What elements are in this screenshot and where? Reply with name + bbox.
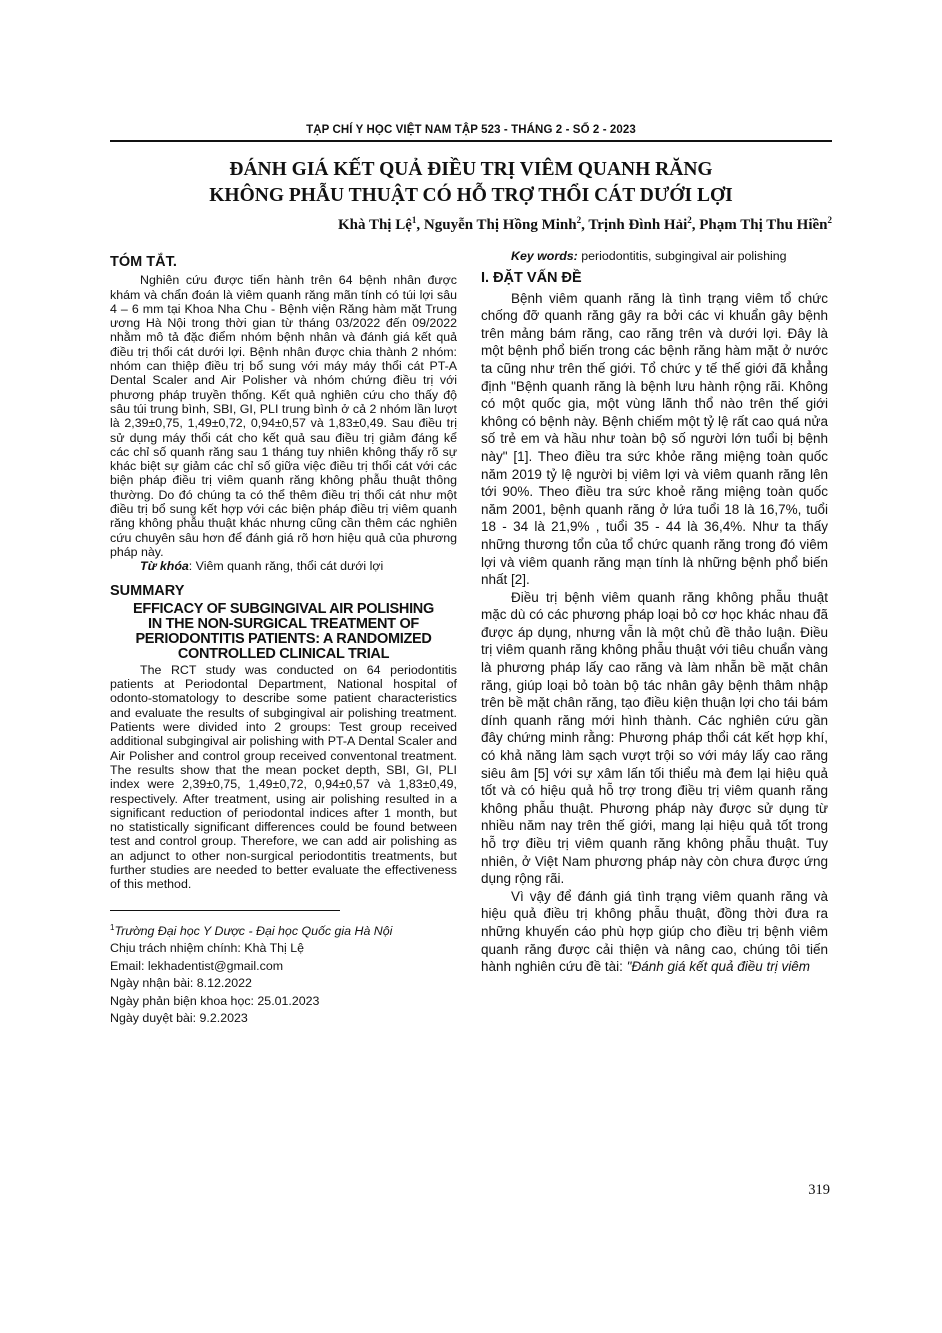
summary-heading: SUMMARY xyxy=(110,582,185,599)
header-rule xyxy=(110,140,832,142)
summary-title-line: IN THE NON-SURGICAL TREATMENT OF xyxy=(148,615,419,632)
keywords-text: : Viêm quanh răng, thổi cát dưới lợi xyxy=(188,559,384,574)
author-separator: , xyxy=(416,217,424,233)
author-affiliation: 2 xyxy=(687,215,692,225)
intro-paragraph-1: Bệnh viêm quanh răng là tình trạng viêm tổ chức chống đỡ quanh răng gây ra bởi các vi khuẩn gây bệnh trên mảng bám răng, cao răng trên và dưới lợi. Đây là một bệnh phổ biến trong các bệnh răng hàm mặt ở nước ta cũng như trên thế giới. Tổ chức y tế thế giới đã khẳng định "Bệnh quanh răng là bệnh lưu hành rộng rãi. Không có một quốc gia, một vùng lãnh thổ nào trên thế giới không có bệnh này. Bệnh chiếm một tỷ lệ rất cao quá nửa số trẻ em và hầu như toàn bộ số người lớn tuổi bị bệnh này" [1]. Theo điều tra sức khỏe răng miệng toàn quốc năm 2019 tỷ lệ người bị viêm lợi và viêm quanh răng lên tới 90%. Theo điều tra sức khoẻ răng miệng toàn quốc năm 2001, bệnh quanh răng ở lứa tuổi 18 là 16,7%, tuổi 18 - 34 là 21,9% , tuổi 35 - 44 là 36,4%. Như ta thấy những thương tổn của tổ chức quanh răng trong đó viêm lợi và viêm quanh răng mạn tính là những bệnh phổ biến nhất [2]. xyxy=(481,290,828,588)
intro-paragraph-3 xyxy=(481,888,828,976)
footnote-received: Ngày nhận bài: 8.12.2022 xyxy=(110,976,252,991)
left-column xyxy=(110,249,457,1028)
keywords-en-label: Key words: xyxy=(511,249,578,263)
keywords-en xyxy=(481,249,828,263)
author-affiliation: 2 xyxy=(576,215,582,225)
summary-title xyxy=(110,602,457,662)
footnote-email: Email: lekhadentist@gmail.com xyxy=(110,958,284,973)
article-title xyxy=(110,157,832,209)
footnote-sup: 1 xyxy=(110,922,115,932)
author-separator: , xyxy=(691,217,700,233)
right-column xyxy=(481,249,828,976)
footnote-responsible: Chịu trách nhiệm chính: Khà Thị Lệ xyxy=(110,941,305,956)
summary-body: The RCT study was conducted on 64 periodontitis patients at Periodontal Department, National hospital of odonto-stomatology to describe some patient characteristics and evaluate the results of subgingival air polishing treatment. Patients were divided into 2 groups: Test group received additional subgingival air polishing with PT-A Dental Scaler and Air Polisher and control group received conventonal treatment. The results show that the mean pocket depth, SBI, GI, PLI index were 2,39±0,75, 1,49±0,72, 0,94±0,57 và 1,83±0,49, respectively. After treatment, using air polishing resulted in a significant reduction of periodontal indices after 1 month, but no statistically significant differences could be found between test and control group. Therefore, we can add air polishing as an adjunct to other non-surgical periodontitis treatments, but further studies are needed to better evaluate the effectiveness of this method. xyxy=(110,662,457,892)
keywords-vi xyxy=(110,559,457,573)
author-list xyxy=(110,215,832,234)
abstract-heading: TÓM TẮT. xyxy=(110,254,177,270)
summary-title-line: CONTROLLED CLINICAL TRIAL xyxy=(177,645,390,662)
keywords-label: Từ khóa xyxy=(140,559,189,574)
journal-header: TẠP CHÍ Y HỌC VIỆT NAM TẬP 523 - THÁNG 2 - SỐ 2 - 2023 xyxy=(306,124,636,136)
intro-paragraph-3-italic: "Đánh giá kết quả điều trị viêm xyxy=(626,959,811,975)
author-separator: , xyxy=(581,217,589,233)
author-affiliation: 2 xyxy=(827,215,832,225)
summary-title-line: PERIODONTITIS PATIENTS: A RANDOMIZED xyxy=(135,630,432,647)
summary-title-line: EFFICACY OF SUBGINGIVAL AIR POLISHING xyxy=(133,600,434,617)
affiliation-text: Trường Đại học Y Dược - Đại học Quốc gia Hà Nội xyxy=(114,923,393,938)
abstract-body: Nghiên cứu được tiến hành trên 64 bệnh nhân được khám và chẩn đoán là viêm quanh răng mãn tính có túi lợi sâu 4 – 6 mm tại Khoa Nha Chu - Bệnh viện Răng hàm mặt Trung ương Hà Nội trong thời gian từ tháng 03/2022 đến 09/2022 nhằm mô tả đặc điểm nhóm bệnh nhân và đánh giá kết quả điều trị thổi cát dưới lợi. Bệnh nhân được chia thành 2 nhóm: nhóm can thiệp điều trị bổ sung với máy máy thổi cát PT-A Dental Scaler and Air Polisher và nhóm chứng điều trị với phương pháp truyền thống. Kết quả nghiên cứu cho thấy độ sâu túi trung bình, SBI, GI, PLI trung bình ở cả 2 nhóm lần lượt là 2,39±0,75, 1,49±0,72, 0,94±0,57 và 1,83±0,49. Sau điều trị sử dụng máy thổi cát cho kết quả sau điều trị giảm đáng kể các chỉ số quanh răng sau 1 tháng tuy nhiên không thấy rõ sự khác biệt sự giảm các chỉ số giữa việc điều trị thổi cát với các biện pháp điều trị viêm quanh răng không phẫu thuật thông thường. Do đó chúng ta có thể thêm điều trị thổi cát như một điều trị bổ sung kết hợp với các biện pháp điều trị viêm quanh răng không phẫu thuật khác nhưng cũng cần thêm các nghiên cứu chuyên sâu hơn để đánh giá rõ hơn hiệu quả của phương pháp này. xyxy=(110,273,457,559)
author-affiliation: 1 xyxy=(411,215,417,225)
keywords-en-text: periodontitis, subgingival air polishing xyxy=(581,249,787,263)
title-line-2: KHÔNG PHẪU THUẬT CÓ HỖ TRỢ THỔI CÁT DƯỚI LỢI xyxy=(209,185,733,206)
footnote-reviewed: Ngày phản biện khoa học: 25.01.2023 xyxy=(110,993,320,1008)
footnotes xyxy=(110,919,457,1028)
author-name: Khà Thị Lệ xyxy=(337,217,412,233)
author-name: Nguyễn Thị Hồng Minh xyxy=(423,217,577,233)
intro-heading: I. ĐẶT VẤN ĐỀ xyxy=(481,270,582,287)
footnote-accepted: Ngày duyệt bài: 9.2.2023 xyxy=(110,1011,248,1026)
author-name: Phạm Thị Thu Hiền xyxy=(699,217,828,233)
intro-paragraph-3-text: Vì vậy để đánh giá tình trạng viêm quanh răng và hiệu quả điều trị không phẫu thuật, đồng thời đưa ra những khuyến cáo phù hợp giúp cho điều trị bệnh viêm quanh răng được cải thiện và nâng cao, chúng tôi tiến hành nghiên cứu đề tài: xyxy=(481,888,828,975)
footnote-rule xyxy=(110,910,340,911)
intro-paragraph-2: Điều trị bệnh viêm quanh răng không phẫu thuật mặc dù có các phương pháp loại bỏ cơ học khác nhau đã được áp dụng, nhưng vẫn là một chủ đề thảo luận. Điều trị viêm quanh răng không phẫu thuật với tiêu chuẩn vàng là phương pháp lấy cao răng và làm nhẵn bề mặt chân răng, giúp loại bỏ toàn bộ tác nhân gây bệnh thâm nhập trên bề mặt chân răng, tạo điều kiện thuận lợi cho tái bám dính quanh răng mới hình thành. Các nghiên cứu gần đây chứng minh rằng: Phương pháp thổi cát kết hợp khí, có khả năng làm sạch vượt trội so với máy lấy cao răng siêu âm [5] với sự xâm lấn tối thiểu mà đem lại hiệu quả tốt và có hiệu quả hỗ trợ trong điều trị viêm quanh răng không phẫu thuật. Phương pháp này được sử dụng từ nhiều năm nay trên thế giới, mang lại hiệu quả tốt trong hỗ trợ điều trị viêm quanh răng không phẫu thuật. Tuy nhiên, ở Việt Nam phương pháp này còn chưa được ứng dụng rộng rãi. xyxy=(481,589,828,887)
page-number: 319 xyxy=(808,1182,830,1198)
footnote-affiliation xyxy=(110,919,457,941)
title-line-1: ĐÁNH GIÁ KẾT QUẢ ĐIỀU TRỊ VIÊM QUANH RĂNG xyxy=(229,159,713,180)
author-name: Trịnh Đình Hải xyxy=(588,217,688,233)
